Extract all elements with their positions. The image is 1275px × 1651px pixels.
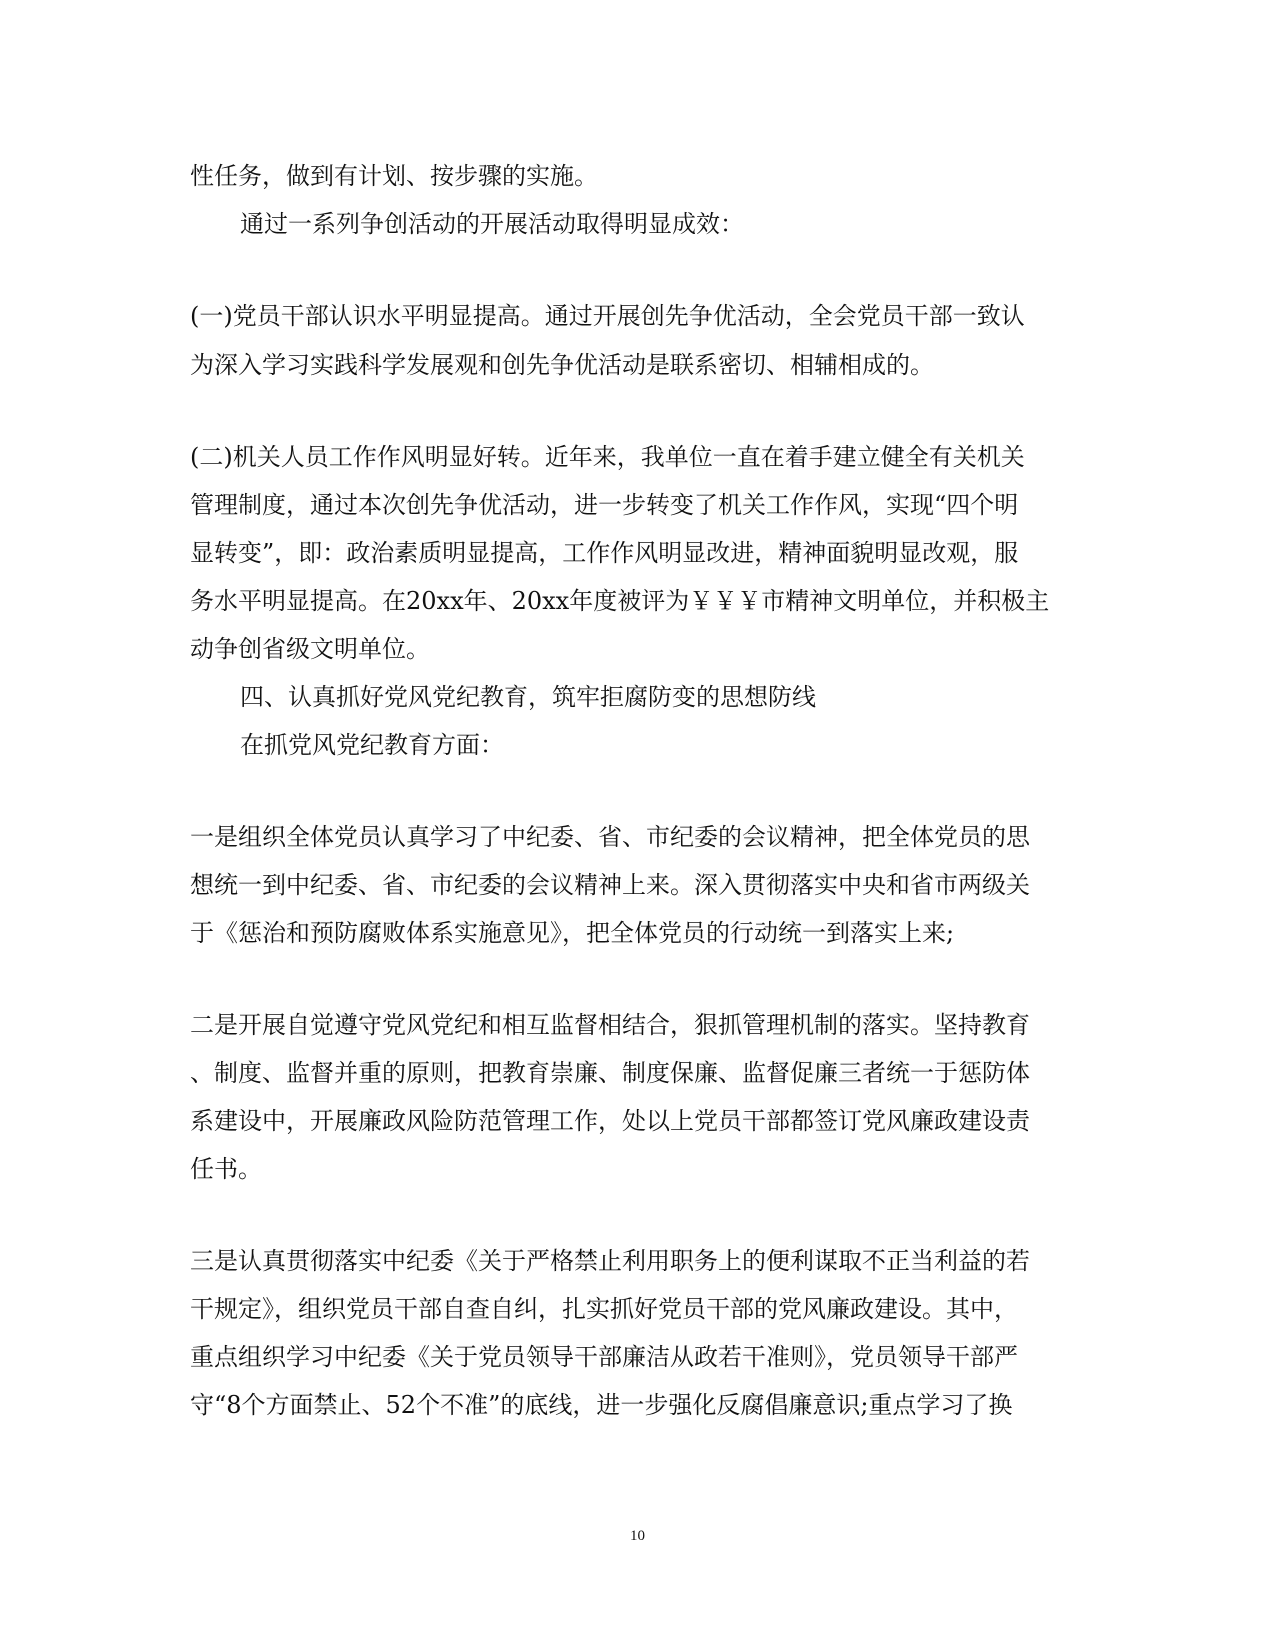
paragraph-line: 、制度、监督并重的原则，把教育崇廉、制度保廉、监督促廉三者统一于惩防体 [190, 1059, 1030, 1087]
paragraph-line: 在抓党风党纪教育方面： [240, 731, 504, 759]
paragraph-line: 动争创省级文明单位。 [190, 635, 430, 663]
paragraph-line: 性任务，做到有计划、按步骤的实施。 [190, 162, 598, 190]
section-heading: 四、认真抓好党风党纪教育，筑牢拒腐防变的思想防线 [240, 683, 816, 711]
paragraph-line: 二是开展自觉遵守党风党纪和相互监督相结合，狠抓管理机制的落实。坚持教育 [190, 1011, 1030, 1039]
paragraph-line: 守“8个方面禁止、52个不准”的底线，进一步强化反腐倡廉意识;重点学习了换 [190, 1391, 1013, 1419]
paragraph-line: 通过一系列争创活动的开展活动取得明显成效： [240, 210, 744, 238]
paragraph-line: (一)党员干部认识水平明显提高。通过开展创先争优活动，全会党员干部一致认 [190, 302, 1025, 330]
paragraph-line: 务水平明显提高。在20xx年、20xx年度被评为￥￥￥市精神文明单位，并积极主 [190, 587, 1050, 615]
paragraph-line: 管理制度，通过本次创先争优活动，进一步转变了机关工作作风，实现“四个明 [190, 491, 1019, 519]
paragraph-line: 为深入学习实践科学发展观和创先争优活动是联系密切、相辅相成的。 [190, 351, 934, 379]
paragraph-line: 干规定》，组织党员干部自查自纠，扎实抓好党员干部的党风廉政建设。其中， [190, 1295, 1018, 1323]
paragraph-line: 系建设中，开展廉政风险防范管理工作，处以上党员干部都签订党风廉政建设责 [190, 1107, 1030, 1135]
paragraph-line: 重点组织学习中纪委《关于党员领导干部廉洁从政若干准则》，党员领导干部严 [190, 1343, 1018, 1371]
paragraph-line: 一是组织全体党员认真学习了中纪委、省、市纪委的会议精神，把全体党员的思 [190, 823, 1030, 851]
paragraph-line: 任书。 [190, 1155, 262, 1183]
paragraph-line: (二)机关人员工作作风明显好转。近年来，我单位一直在着手建立健全有关机关 [190, 443, 1025, 471]
paragraph-line: 显转变”，即：政治素质明显提高，工作作风明显改进，精神面貌明显改观，服 [190, 539, 1019, 567]
paragraph-line: 于《惩治和预防腐败体系实施意见》，把全体党员的行动统一到落实上来; [190, 919, 955, 947]
page-number: 10 [630, 1528, 645, 1544]
paragraph-line: 三是认真贯彻落实中纪委《关于严格禁止利用职务上的便利谋取不正当利益的若 [190, 1247, 1030, 1275]
paragraph-line: 想统一到中纪委、省、市纪委的会议精神上来。深入贯彻落实中央和省市两级关 [190, 871, 1030, 899]
